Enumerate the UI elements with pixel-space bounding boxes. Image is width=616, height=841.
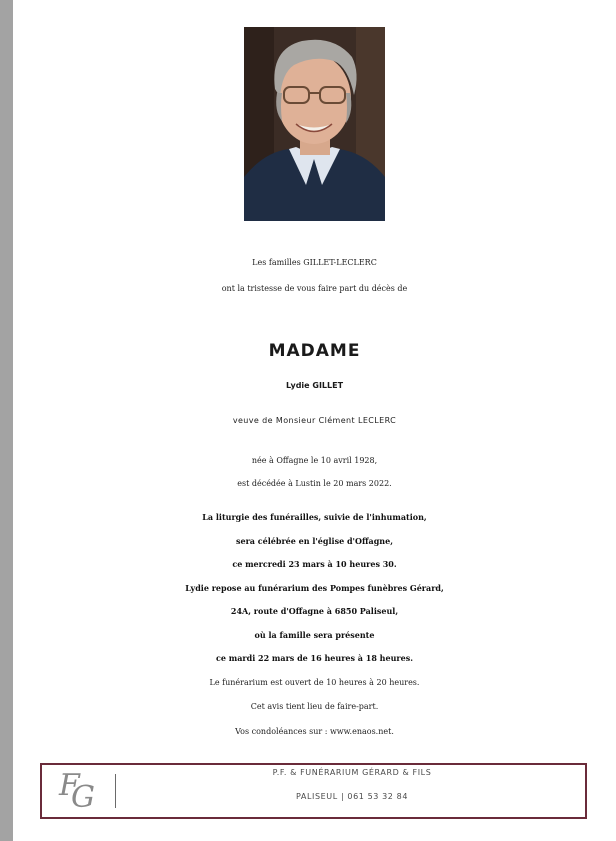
info-line-2: Cet avis tient lieu de faire-part. <box>250 702 379 711</box>
funeral-home-name: P.F. & FUNÉRARIUM GÉRARD & FILS <box>272 768 432 777</box>
honorific: MADAME <box>268 341 361 361</box>
banner-divider <box>115 774 116 808</box>
intro-line-2: ont la tristesse de vous faire part du décès de <box>221 284 408 293</box>
info-line-1: Le funérarium est ouvert de 10 heures à 20 heures. <box>209 678 420 687</box>
intro-line-1: Les familles GILLET-LECLERC <box>252 258 377 267</box>
widow-of-line: veuve de Monsieur Clément LECLERC <box>232 416 397 425</box>
ceremony-line-2: sera célébrée en l'église d'Offagne, <box>235 536 393 546</box>
ceremony-line-6: où la famille sera présente <box>254 630 375 640</box>
ceremony-line-5: 24A, route d'Offagne à 6850 Paliseul, <box>230 606 399 616</box>
monogram-letter-1: F <box>59 768 80 803</box>
ceremony-line-1: La liturgie des funérailles, suivie de l'inhumation, <box>202 512 427 522</box>
birth-line: née à Offagne le 10 avril 1928, <box>251 456 378 465</box>
death-line: est décédée à Lustin le 20 mars 2022. <box>237 479 392 488</box>
funeral-home-banner <box>40 763 587 819</box>
info-line-3: Vos condoléances sur : www.enaos.net. <box>235 727 394 736</box>
ceremony-line-7: ce mardi 22 mars de 16 heures à 18 heures. <box>215 653 413 663</box>
funeral-home-contact: PALISEUL | 061 53 32 84 <box>295 792 409 801</box>
monogram-letter-2: G <box>71 780 95 815</box>
portrait-photo <box>244 27 385 221</box>
ceremony-line-3: ce mercredi 23 mars à 10 heures 30. <box>232 559 397 569</box>
ceremony-line-4: Lydie repose au funérarium des Pompes funèbres Gérard, <box>185 583 444 593</box>
deceased-name: Lydie GILLET <box>285 381 344 390</box>
left-margin-bar <box>0 0 13 841</box>
funeral-home-monogram-logo <box>56 768 98 816</box>
